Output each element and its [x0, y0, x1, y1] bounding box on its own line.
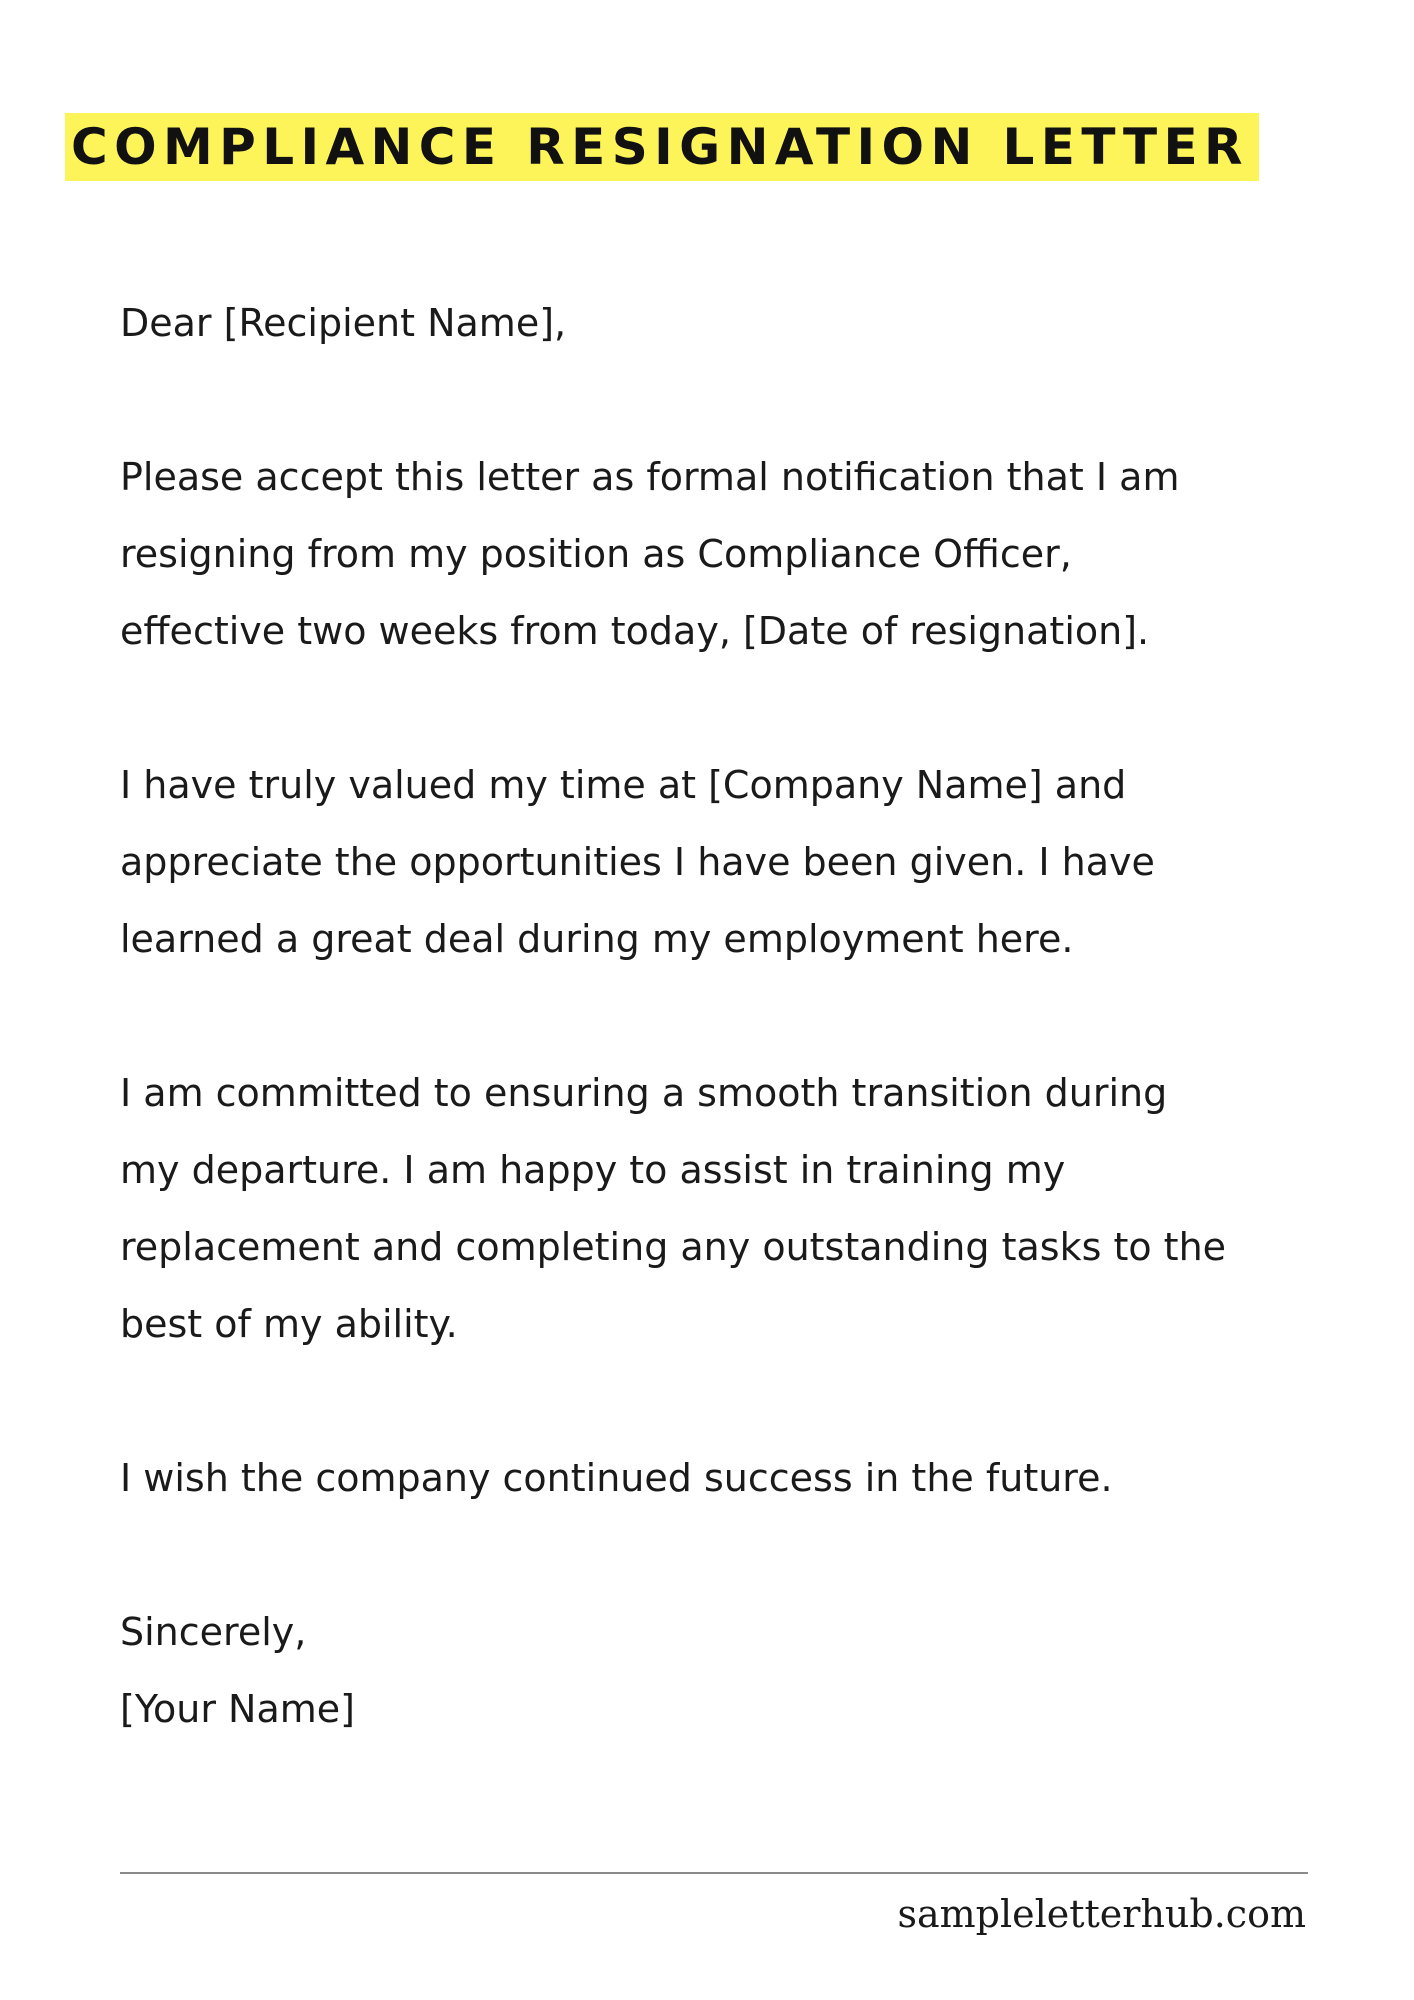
paragraph-line: effective two weeks from today, [Date of resignation]. [120, 609, 1150, 653]
signature-name: [Your Name] [120, 1687, 355, 1731]
footer-website: sampleletterhub.com [897, 1892, 1306, 1936]
paragraph-line: resigning from my position as Compliance Officer, [120, 532, 1072, 576]
paragraph-line: learned a great deal during my employment here. [120, 917, 1074, 961]
paragraph-transition [120, 1055, 1370, 1363]
paragraph-line: I am committed to ensuring a smooth transition during [120, 1071, 1168, 1115]
footer-divider [120, 1872, 1308, 1874]
paragraph-well-wishes [120, 1440, 1370, 1517]
paragraph-line: I wish the company continued success in the future. [120, 1456, 1113, 1500]
paragraph-line: best of my ability. [120, 1302, 458, 1346]
paragraph-resignation-notice [120, 439, 1370, 670]
paragraph-line: replacement and completing any outstanding tasks to the [120, 1225, 1227, 1269]
letter-body [120, 285, 1370, 1748]
paragraph-line: my departure. I am happy to assist in training my [120, 1148, 1066, 1192]
closing-block [120, 1594, 1370, 1748]
paragraph-line: Please accept this letter as formal notification that I am [120, 455, 1180, 499]
paragraph-line: appreciate the opportunities I have been given. I have [120, 840, 1155, 884]
letter-title: COMPLIANCE RESIGNATION LETTER [65, 113, 1259, 181]
salutation: Dear [Recipient Name], [120, 301, 567, 345]
paragraph-appreciation [120, 747, 1370, 978]
paragraph-line: I have truly valued my time at [Company Name] and [120, 763, 1127, 807]
closing: Sincerely, [120, 1610, 307, 1654]
